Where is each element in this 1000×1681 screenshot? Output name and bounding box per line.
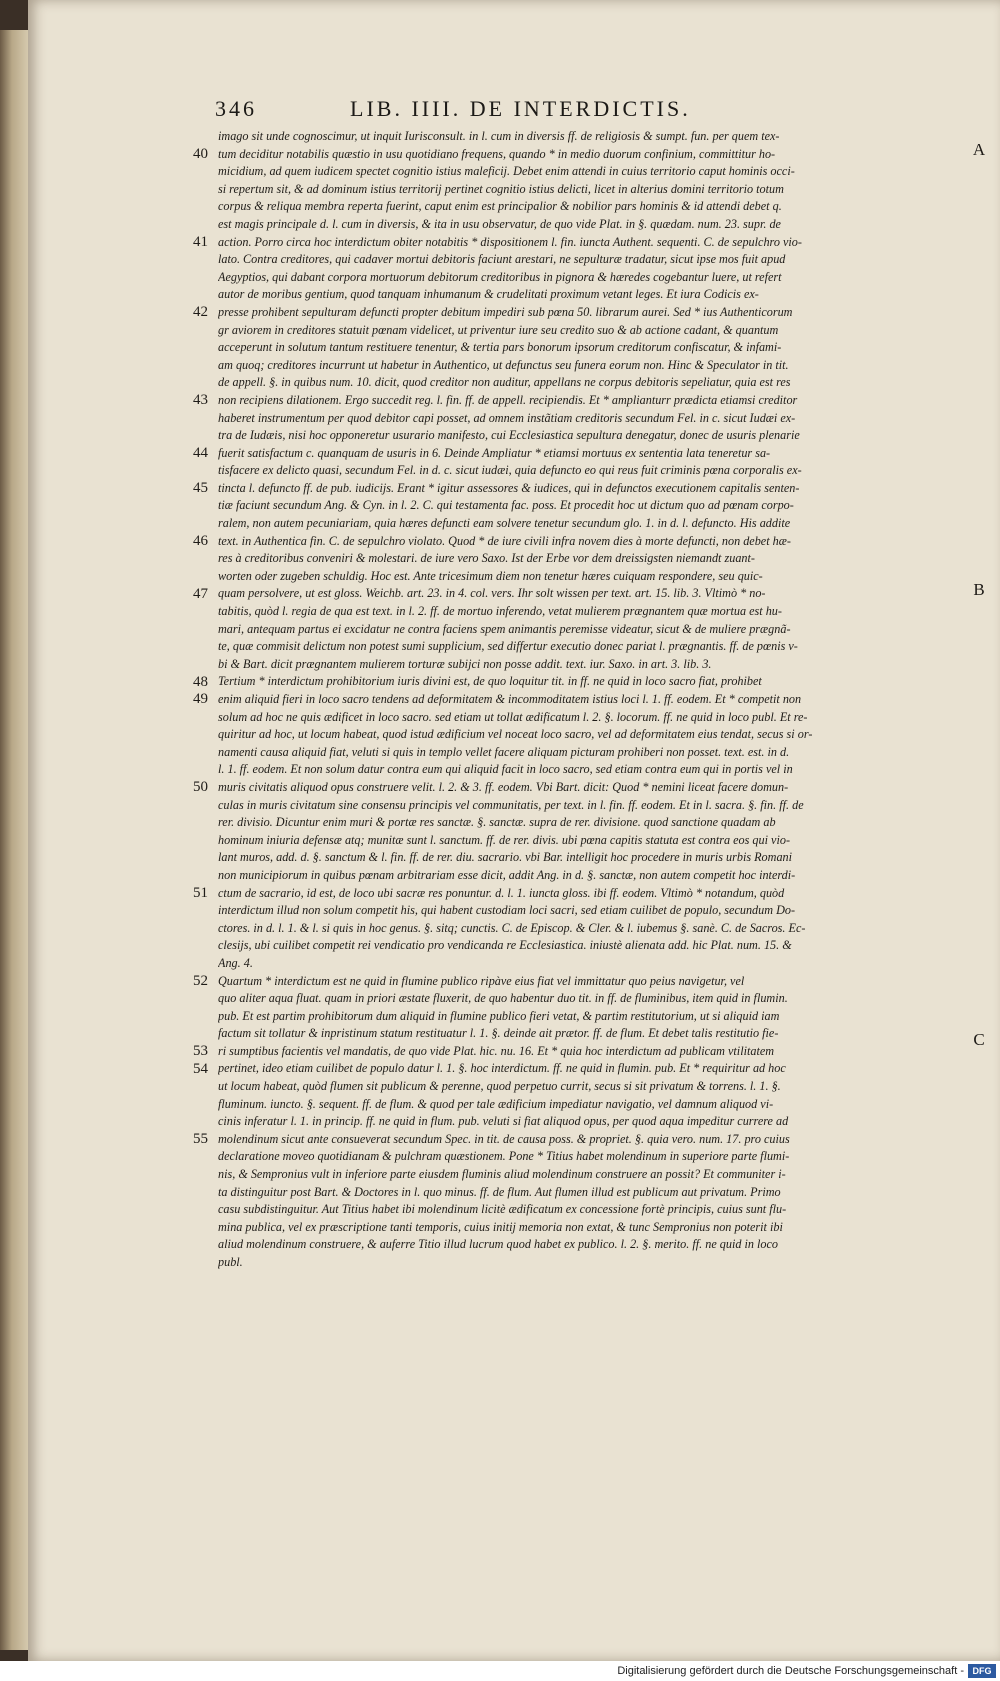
digitization-footer [0,1661,1000,1681]
text-line: l. 1. ff. eodem. Et non solum datur contra eum qui aliquid facit in loco sacro, sed etiam contra eum qui in portis vel in [218,762,793,777]
text-line: est magis principale d. l. cum in diversis, & ita in usu observatur, de quo vide Plat. in §. quædam. num. 23. supr. de [218,216,781,231]
text-line: Ang. 4. [218,955,253,970]
margin-number: 54 [193,1060,208,1077]
text-line: am quoq; creditores incurrunt ut habetur in Authentico, ut defunctus seu funera eorum non. Hinc & Speculator in tit. [218,357,789,372]
text-line: ctores. in d. l. 1. & l. si quis in hoc genus. §. sitq; cunctis. C. de Episcop. & Cler. & l. iubemus §. sanè. C. de Sacros. Ec- [218,920,806,935]
margin-number: 53 [193,1043,208,1060]
text-line: Quartum * interdictum est ne quid in flumine publico ripàve eius fiat vel immittatur quo peius navigetur, vel [218,973,745,988]
text-line: pub. Et est partim prohibitorum dum aliquid in flumine publico fieri vetat, & partim restitutorium, ut si aliquid iam [218,1008,780,1023]
text-line: text. in Authentica fin. C. de sepulchro violato. Quod * de iure civili infra novem dies à morte defuncti, non debet hæ- [218,533,791,548]
text-line: acceperunt in solutum tantum restituere tenentur, & tertia pars bonorum ipsorum creditorum confiscatur, & infami- [218,340,782,355]
text-line: declaratione moveo quotidianam & pulchram quæstionem. Pone * Titius habet molendinum in superiore parte flumi- [218,1149,790,1164]
text-line: factum sit tollatur & inpristinum statum restituatur l. 1. §. deinde ait prætor. ff. de flum. Et debet talis restitutio fie- [218,1026,779,1041]
running-head [215,96,975,126]
page-number: 346 [215,96,257,121]
text-line: tabitis, quòd l. regia de qua est text. in l. 2. ff. de mortuo inferendo, vetat mulierem prægnantem quæ mortua est hu- [218,604,782,619]
text-line: tum deciditur notabilis quæstio in usu quotidiano frequens, quando * in medio duorum confinium, committitur ho- [218,146,776,161]
margin-number: 55 [193,1131,208,1148]
main-text [218,128,956,1272]
text-line: casu subdistinguitur. Aut Titius habet ibi molendinum licitè ædificatum ex concessione fortè principis, cuius sunt flu- [218,1202,787,1217]
text-line: mina publica, vel ex præscriptione tanti temporis, cuius initij memoria non extat, & tunc Sempronius non poterit ibi [218,1219,783,1234]
margin-number: 47 [193,585,208,602]
text-line: de appell. §. in quibus num. 10. dicit, quod creditor non auditur, appellans ne corpus debitoris sepeliatur, quia est res [218,375,791,390]
text-line: hominum iniuria defensæ atq; munitæ sunt l. sanctum. ff. de rer. divis. ubi pœna capitis statuta est contra eos qui vio- [218,832,791,847]
text-line: ta distinguitur post Bart. & Doctores in l. quo minus. ff. de flum. Aut flumen illud est publicum aut privatum. Primo [218,1184,781,1199]
text-line: quam persolvere, ut est gloss. Weichb. art. 23. in 4. col. vers. Ihr solt wissen per text. art. 15. lib. 3. Vltimò * no- [218,586,766,601]
text-line: publ. [218,1255,243,1269]
text-line: tisfacere ex delicto quasi, secundum Fel. in d. c. sicut iudæi, quia defuncto eo qui reus fuit criminis pœna corporalis ex- [218,463,802,478]
text-line: gr aviorem in creditores statuit pœnam videlicet, ut priventur iure seu credito suo & ab actione cadant, & quantum [218,322,779,337]
text-line: clesijs, ubi cuilibet competit rei vendicatio pro vendicanda re Ecclesiastica. iniustè alienata add. hic Plat. num. 15. & [218,938,792,953]
text-line: molendinum sicut ante consueverat secundum Spec. in tit. de causa poss. & propriet. §. quia vero. num. 17. pro cuius [218,1131,790,1146]
footer-credit: Digitalisierung gefördert durch die Deutsche Forschungsgemeinschaft - [617,1665,964,1677]
text-line: fuerit satisfactum c. quanquam de usuris in 6. Deinde Ampliatur * etiamsi mortuus ex sententia lata teneretur sa- [218,445,771,460]
text-line: non recipiens dilationem. Ergo succedit reg. l. fin. ff. de appell. recipiendis. Et * amplianturr prædicta etiamsi creditor [218,392,798,407]
margin-number: 52 [193,972,208,989]
dfg-logo: DFG [968,1664,996,1678]
margin-number: 50 [193,779,208,796]
text-line: muris civitatis aliquod opus construere velit. l. 2. & 3. ff. eodem. Vbi Bart. dicit: Quod * nemini liceat facere domun- [218,779,789,794]
text-line: pertinet, ideo etiam cuilibet de populo datur l. 1. §. hoc interdictum. ff. ne quid in flumin. pub. Et * requiritur ad hoc [218,1061,786,1076]
text-line: presse prohibent sepulturam defuncti propter debitum impediri sub pœna 50. librarum aurei. Sed * ius Authenticorum [218,304,793,319]
text-line: te, quæ commisit delictum non potest sumi supplicium, sed differtur executio donec pariat l. prægnantis. ff. de pœnis v- [218,639,798,654]
text-line: ut locum habeat, quòd flumen sit publicum & perenne, quod perpetuo currit, secus si sit privatum & torrens. l. 1. §. [218,1079,781,1094]
text-line: tincta l. defuncto ff. de pub. iudicijs. Erant * igitur assessores & iudices, qui in defunctos executionem capitalis senten- [218,480,800,495]
text-line: enim aliquid fieri in loco sacro tendens ad deformitatem & incommoditatem istius loci l. 1. ff. eodem. Et * competit non [218,692,802,706]
text-line: interdictum illud non solum competit his, qui habent custodiam loci sacri, sed etiam cuilibet de populo, secundum Do- [218,903,796,918]
margin-number: 45 [193,480,208,496]
text-line: rer. divisio. Dicuntur enim muri & portæ res sanctæ. §. sanctæ. supra de rer. divisione. quod sanctione quadam ab [218,815,776,830]
text-line: cinis inferatur l. 1. in princip. ff. ne quid in flum. pub. veluti si fiat aliquod opus, per quod aqua impeditur currere ad [218,1114,789,1129]
text-line: quo aliter aqua fluat. quam in priori æstate fluxerit, de quo habentur duo tit. in ff. de fluminibus, item quid in flumin. [218,991,788,1006]
margin-number: 46 [193,532,208,549]
margin-letter: C [973,1030,985,1049]
text-line: ralem, non autem pecuniariam, quia hæres defuncti eam solvere tenetur secundum glo. 1. in d. l. defuncto. His addite [218,516,791,531]
margin-number: 41 [193,233,208,250]
margin-number: 42 [193,304,208,320]
text-line: corpus & reliqua membra reperta fuerint, caput enim est principalior & nobilior pars hominis & id attendi debet q. [218,199,782,214]
margin-number: 51 [193,884,208,901]
margin-number: 40 [193,145,208,162]
text-line: namenti causa aliquid fiat, veluti si quis in templo vellet facere aliquam picturam prohiberi non posset. text. est. in d. [218,744,790,759]
text-line: res à creditoribus conveniri & molestari. de iure vero Saxo. Ist der Erbe vor dem dreissigsten niemandt zuant- [218,551,755,566]
text-line: aliud molendinum construere, & auferre Titio illud lucrum quod habet ex publico. l. 2. §. merito. ff. ne quid in loco [218,1237,779,1252]
text-line: haberet instrumentum per quod debitor capi posset, ad omnem instãtiam creditoris secundum Fel. in c. sicut Iudæi ex- [218,410,796,425]
text-line: culas in muris civitatum sine consensu principis vel communitatis, per text. in l. fin. ff. eodem. Et in l. sacra. §. fin. ff. de [218,797,804,812]
text-line: bi & Bart. dicit prægnantem mulierem torturæ subijci non posse addit. text. iur. Saxo. in art. 3. lib. 3. [218,656,712,671]
text-line: autor de moribus gentium, quod tanquam inhumanum & crudelitati proximum vetant leges. Et iura Codicis ex- [218,287,759,302]
text-line: lato. Contra creditores, qui cadaver mortui debitoris faciunt arestari, ne sepulturæ tradatur, sicut ipse mos fuit apud [218,252,786,267]
text-line: lant muros, add. d. §. sanctum & l. fin. ff. de rer. diu. sacrario. vbi Bar. intelligit hoc procedere in muris urbis Romani [218,850,793,865]
text-line: nis, & Sempronius vult in inferiore parte eiusdem fluminis aliud molendinum construere an possit? Et communiter i- [218,1167,786,1182]
text-line: si repertum sit, & ad dominum istius territorij pertinet cognitio istius delicti, licet in alterius domini territorio totum [218,181,784,196]
text-line: ctum de sacrario, id est, de loco ubi sacræ res ponuntur. d. l. 1. iuncta gloss. ibi ff. eodem. Vltimò * notandum, quòd [218,885,785,900]
text-line: worten oder zugeben schuldig. Hoc est. Ante tricesimum diem non tenetur hæres cuiquam respondere, seu quic- [218,568,763,583]
text-line: ri sumptibus facientis vel mandatis, de quo vide Plat. hic. nu. 16. Et * quia hoc interdictum ad publicam vtilitatem [218,1043,775,1058]
margin-number: 48 [193,673,208,690]
text-line: micidium, ad quem iudicem spectet cognitio istius maleficij. Debet enim attendi in cuius territorio caput hominis occi- [218,164,795,179]
page-edge [0,30,30,1650]
margin-number: 49 [193,691,208,708]
text-line: non municipiorum in quibus pœnam arbitrariam esse dicit, addit Ang. in d. §. sanctæ, non autem competit hoc interdi- [218,867,796,882]
text-line: solum ad hoc ne quis ædificet in loco sacro. sed etiam ut tollat ædificatum l. 2. §. locorum. ff. ne quid in loco publ. Et re- [218,709,808,724]
text-line: action. Porro circa hoc interdictum obiter notabitis * dispositionem l. fin. iuncta Authent. sequenti. C. de sepulchro vio- [218,234,802,249]
margin-letter: B [973,580,985,599]
text-line: fluminum. iuncto. §. sequent. ff. de flum. & quod per tale ædificium impediatur navigatio, vel damnum aliquod vi- [218,1096,774,1111]
text-line: tra de Iudæis, nisi hoc opponeretur usurario manifesto, cui Ecclesiastica sepultura denegatur, donec de usuris plenarie [218,428,800,443]
text-line: Aegyptios, qui dabant corpora mortuorum debitorum creditoribus in pignora & hæredes cogebantur luere, ut refert [218,269,782,284]
text-line: mari, antequam partus ei excidatur ne contra faciens spem animantis peremisse videatur, sicut & de muliere prægnã- [218,621,791,636]
margin-number: 43 [193,392,208,408]
running-title: LIB. IIII. DE INTERDICTIS. [350,96,691,121]
text-line: Tertium * interdictum prohibitorium iuris divini est, de quo loquitur tit. in ff. ne quid in loco sacro fiat, prohibet [218,674,762,689]
text-line: quiritur ad hoc, ut locum habeat, quod istud ædificium vel noceat loco sacro, vel ad deformitatem eius tendat, secus si or- [218,727,813,742]
text-line: tiæ faciunt secundum Ang. & Cyn. in l. 2. C. qui testamenta fac. poss. Et procedit hoc ut dictum quo ad pœnam corpo- [218,498,794,513]
text-line: imago sit unde cognoscimur, ut inquit Iurisconsult. in l. cum in diversis ff. de religiosis & sumpt. fun. per quem tex- [218,129,780,143]
margin-letter: A [972,140,986,159]
margin-number: 44 [193,444,208,461]
